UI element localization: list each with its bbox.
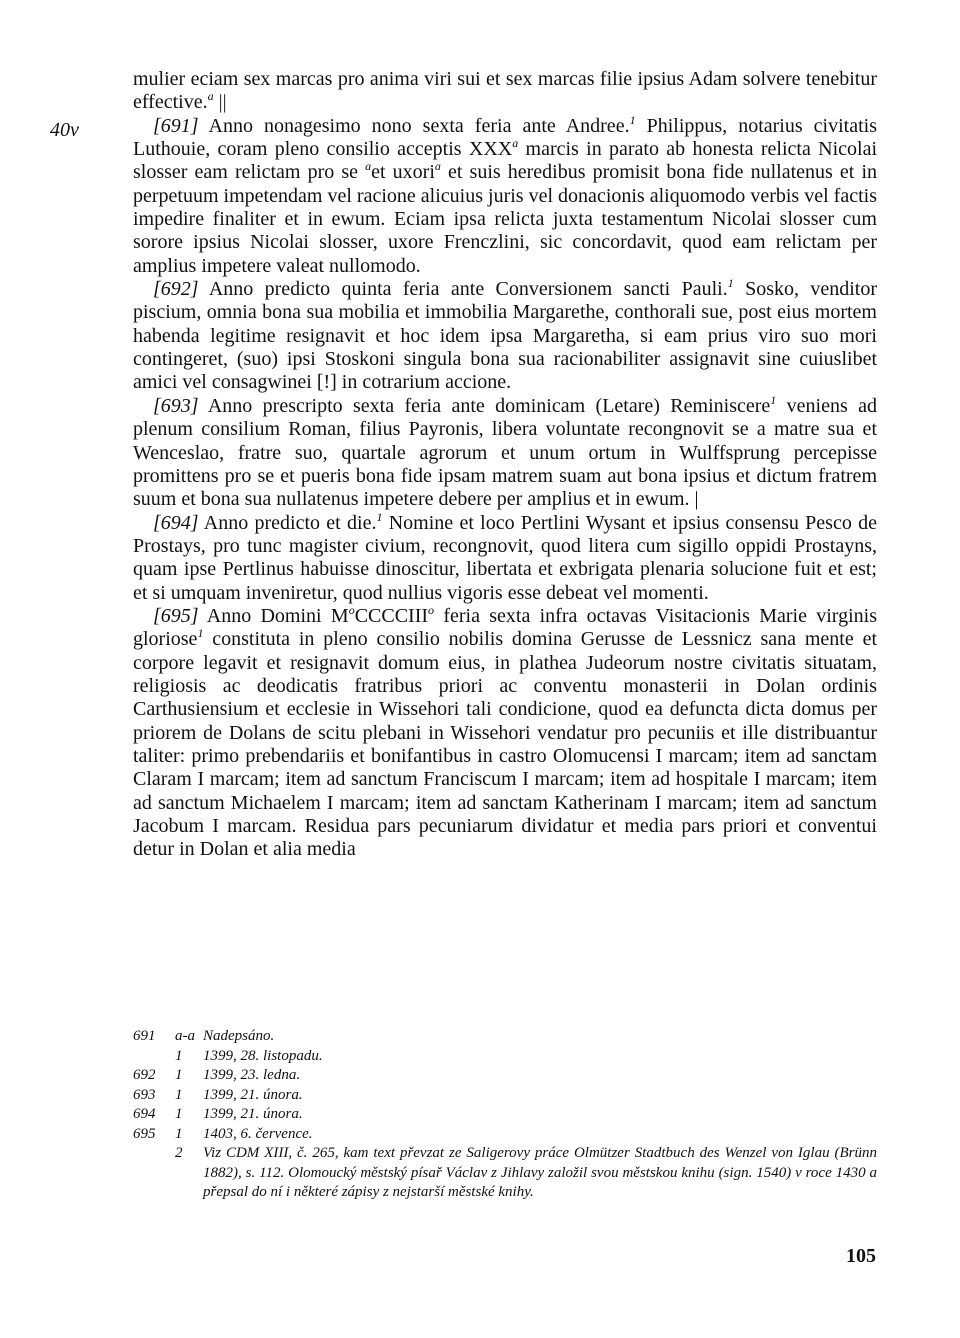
entry-number: [694]: [153, 511, 199, 534]
entry-text: Anno nonagesimo nono sexta feria ante Andree.: [198, 114, 630, 137]
entry-text: Anno predicto quinta feria ante Conversionem sancti Pauli.: [198, 278, 728, 301]
footnote-entry-number: 692: [133, 1067, 156, 1083]
footnote-text: Nadepsáno.: [203, 1028, 275, 1044]
footnote-line: [133, 1105, 877, 1125]
entry-text: Sosko, venditor piscium, omnia bona sua mobilia et immobilia Margarethe, conthorali sue, post eius mortem habenda legitime resignavit et hoc idem ipsa Margaretha, si eam prius viro suo mori contingeret, (suo) ipsi Stoskoni singula bona sua racionabiliter assignavit sine cuiuslibet amici vel consagwinei [!] in cotrarium accione.: [133, 278, 878, 394]
footnote-text: 1403, 6. července.: [203, 1125, 313, 1142]
entry-text: feria sexta infra octavas Visitacionis Marie virginis gloriose: [133, 604, 877, 651]
footnote-mark: 1: [175, 1086, 183, 1103]
footnote-ref: 1: [197, 626, 204, 641]
footnote-line: [133, 1125, 877, 1145]
footnote-line: [133, 1066, 877, 1086]
entry-number: [692]: [153, 278, 199, 301]
entry-691: [133, 112, 877, 278]
footnote-entry-number: 691: [133, 1028, 156, 1044]
footnote-entry-number: [133, 1144, 175, 1203]
footnote-ref: a: [207, 89, 214, 104]
footnotes: [133, 1027, 877, 1203]
entry-text: veniens ad plenum consilium Roman, filius Payronis, libera voluntate recongnovit se a matre sua et Wenceslao, fratre suo, quartale agrorum et unum ortum in Wulffsprung percepisse promittens pro se et pueris bona fide ipsam matrem suam aut bona ipsius et dictum fratrem suum et bona sua nullatenus impetere debere per amplius et in ewum. |: [133, 394, 877, 511]
main-text: [133, 68, 877, 862]
entry-text: et suis heredibus promisit bona fide nullatenus et in perpetuum impetendam vel racione alicuius juris vel donacionis aliquomodo verbis vel factis impedire finaliter et in ewum. Eciam ipsa relicta juxta testamentum Nicolai slosser cum sorore ipsius Nicolai slosser, uxore Frenczlini, sic concordavit, quod eam relictam per amplius impetere valeat nullomodo.: [133, 161, 877, 277]
footnote-ref: a: [365, 159, 372, 174]
intro-text-end: ||: [213, 91, 227, 114]
superscript-o: o: [428, 602, 435, 617]
entry-text: constituta in pleno consilio nobilis domina Gerusse de Lessnicz sana mente et corpore legavit et resignavit domum eius, in plathea Judeorum nostre civitatis situatam, religiosis ac deodicatis fratribus priori ac conventu monasterii in Dolan ordinis Carthusiensium et ecclesie in Wissehori tali condicione, quod ea defuncta dicta domus per priorem de Dolans de scitu plebani in Wissehori vendatur pro pecuniis et ille distribuantur taliter: primo prebendariis et bonifantibus in castro Olomucensi I marcam; item ad sanctam Claram I marcam; item ad sanctum Franciscum I marcam; item ad hospitale I marcam; item ad sanctum Michaelem I marcam; item ad sanctam Katherinam I marcam; item ad sanctum Jacobum I marcam. Residua pars pecuniarum dividatur et media pars priori et conventui detur in Dolan et alia media: [133, 628, 877, 861]
footnote-ref: 1: [727, 276, 734, 291]
footnote-mark: a-a: [175, 1028, 195, 1044]
footnote-ref: 1: [770, 392, 777, 407]
footnote-entry-number: 694: [133, 1106, 156, 1122]
entry-text: Anno predicto et die.: [198, 511, 377, 534]
footnote-line: [133, 1047, 877, 1067]
footnote-ref: 1: [629, 112, 636, 127]
entry-693: [133, 392, 877, 512]
footnote-line: [133, 1027, 877, 1047]
entry-text: et uxori: [371, 161, 435, 184]
footnote-ref: a: [434, 159, 441, 174]
footnote-line: [133, 1086, 877, 1106]
page-number: 105: [846, 1245, 876, 1267]
entry-text: Anno Domini M: [198, 604, 349, 627]
footnote-entry-number: [133, 1047, 175, 1067]
footnote-ref: a: [512, 136, 519, 151]
entry-695: [133, 602, 877, 862]
entry-number: [691]: [153, 114, 199, 137]
footnote-text: 1399, 23. ledna.: [203, 1067, 301, 1083]
entry-number: [695]: [153, 604, 199, 627]
footnote-text: Viz CDM XIII, č. 265, kam text převzat ze Saligerovy práce Olmützer Stadtbuch des Wenzel von Iglau (Brünn 1882), s. 112. Olomoucký městský písař Václav z Jihlavy založil svou městskou knihu (sign. 1540) v roce 1430 a přepsal do ní i některé zápisy z nejstarší městské knihy.: [203, 1145, 877, 1200]
footnote-text: 1399, 21. února.: [203, 1086, 303, 1103]
footnote-entry-number: 693: [133, 1086, 156, 1103]
entry-text: Nomine et loco Pertlini Wysant et ipsius consensu Pesco de Prostays, pro tunc magister civium, recongnovit, quod litera cum sigillo oppidi Prostayns, quam ipse Pertlinus habuisse dinoscitur, libertata et exbrigata plenaria solucione fuit et est; et si umquam inveniretur, quod nullius vigoris esse debeat vel momenti.: [133, 511, 877, 604]
footnote-mark: 1: [175, 1047, 183, 1064]
intro-text: mulier eciam sex marcas pro anima viri sui et sex marcas filie ipsius Adam solvere tenebitur effective.: [133, 68, 877, 114]
footnote-mark: 1: [175, 1106, 183, 1122]
folio-margin-note: 40v: [50, 119, 79, 141]
entry-text: Philippus, notarius civitatis Luthouie, coram pleno consilio acceptis XXX: [133, 114, 877, 161]
entry-text: marcis in parato ab honesta relicta Nicolai slosser eam relictam pro se: [133, 138, 877, 184]
footnote-entry-number: 695: [133, 1125, 156, 1142]
footnote-text: 1399, 21. února.: [203, 1106, 303, 1122]
entry-692: [133, 278, 877, 395]
footnote-mark: 1: [175, 1125, 183, 1142]
footnote-mark: 2: [175, 1145, 183, 1161]
footnote-text: 1399, 28. listopadu.: [203, 1047, 323, 1064]
footnote-line: [133, 1144, 877, 1203]
intro-paragraph: [133, 68, 877, 115]
entry-text: CCCCIII: [354, 604, 429, 627]
superscript-o: o: [348, 602, 355, 617]
footnote-ref: 1: [376, 509, 383, 524]
entry-694: [133, 509, 877, 605]
entry-number: [693]: [153, 394, 199, 417]
footnote-mark: 1: [175, 1067, 183, 1083]
entry-text: Anno prescripto sexta feria ante dominicam (Letare) Reminiscere: [198, 394, 771, 417]
